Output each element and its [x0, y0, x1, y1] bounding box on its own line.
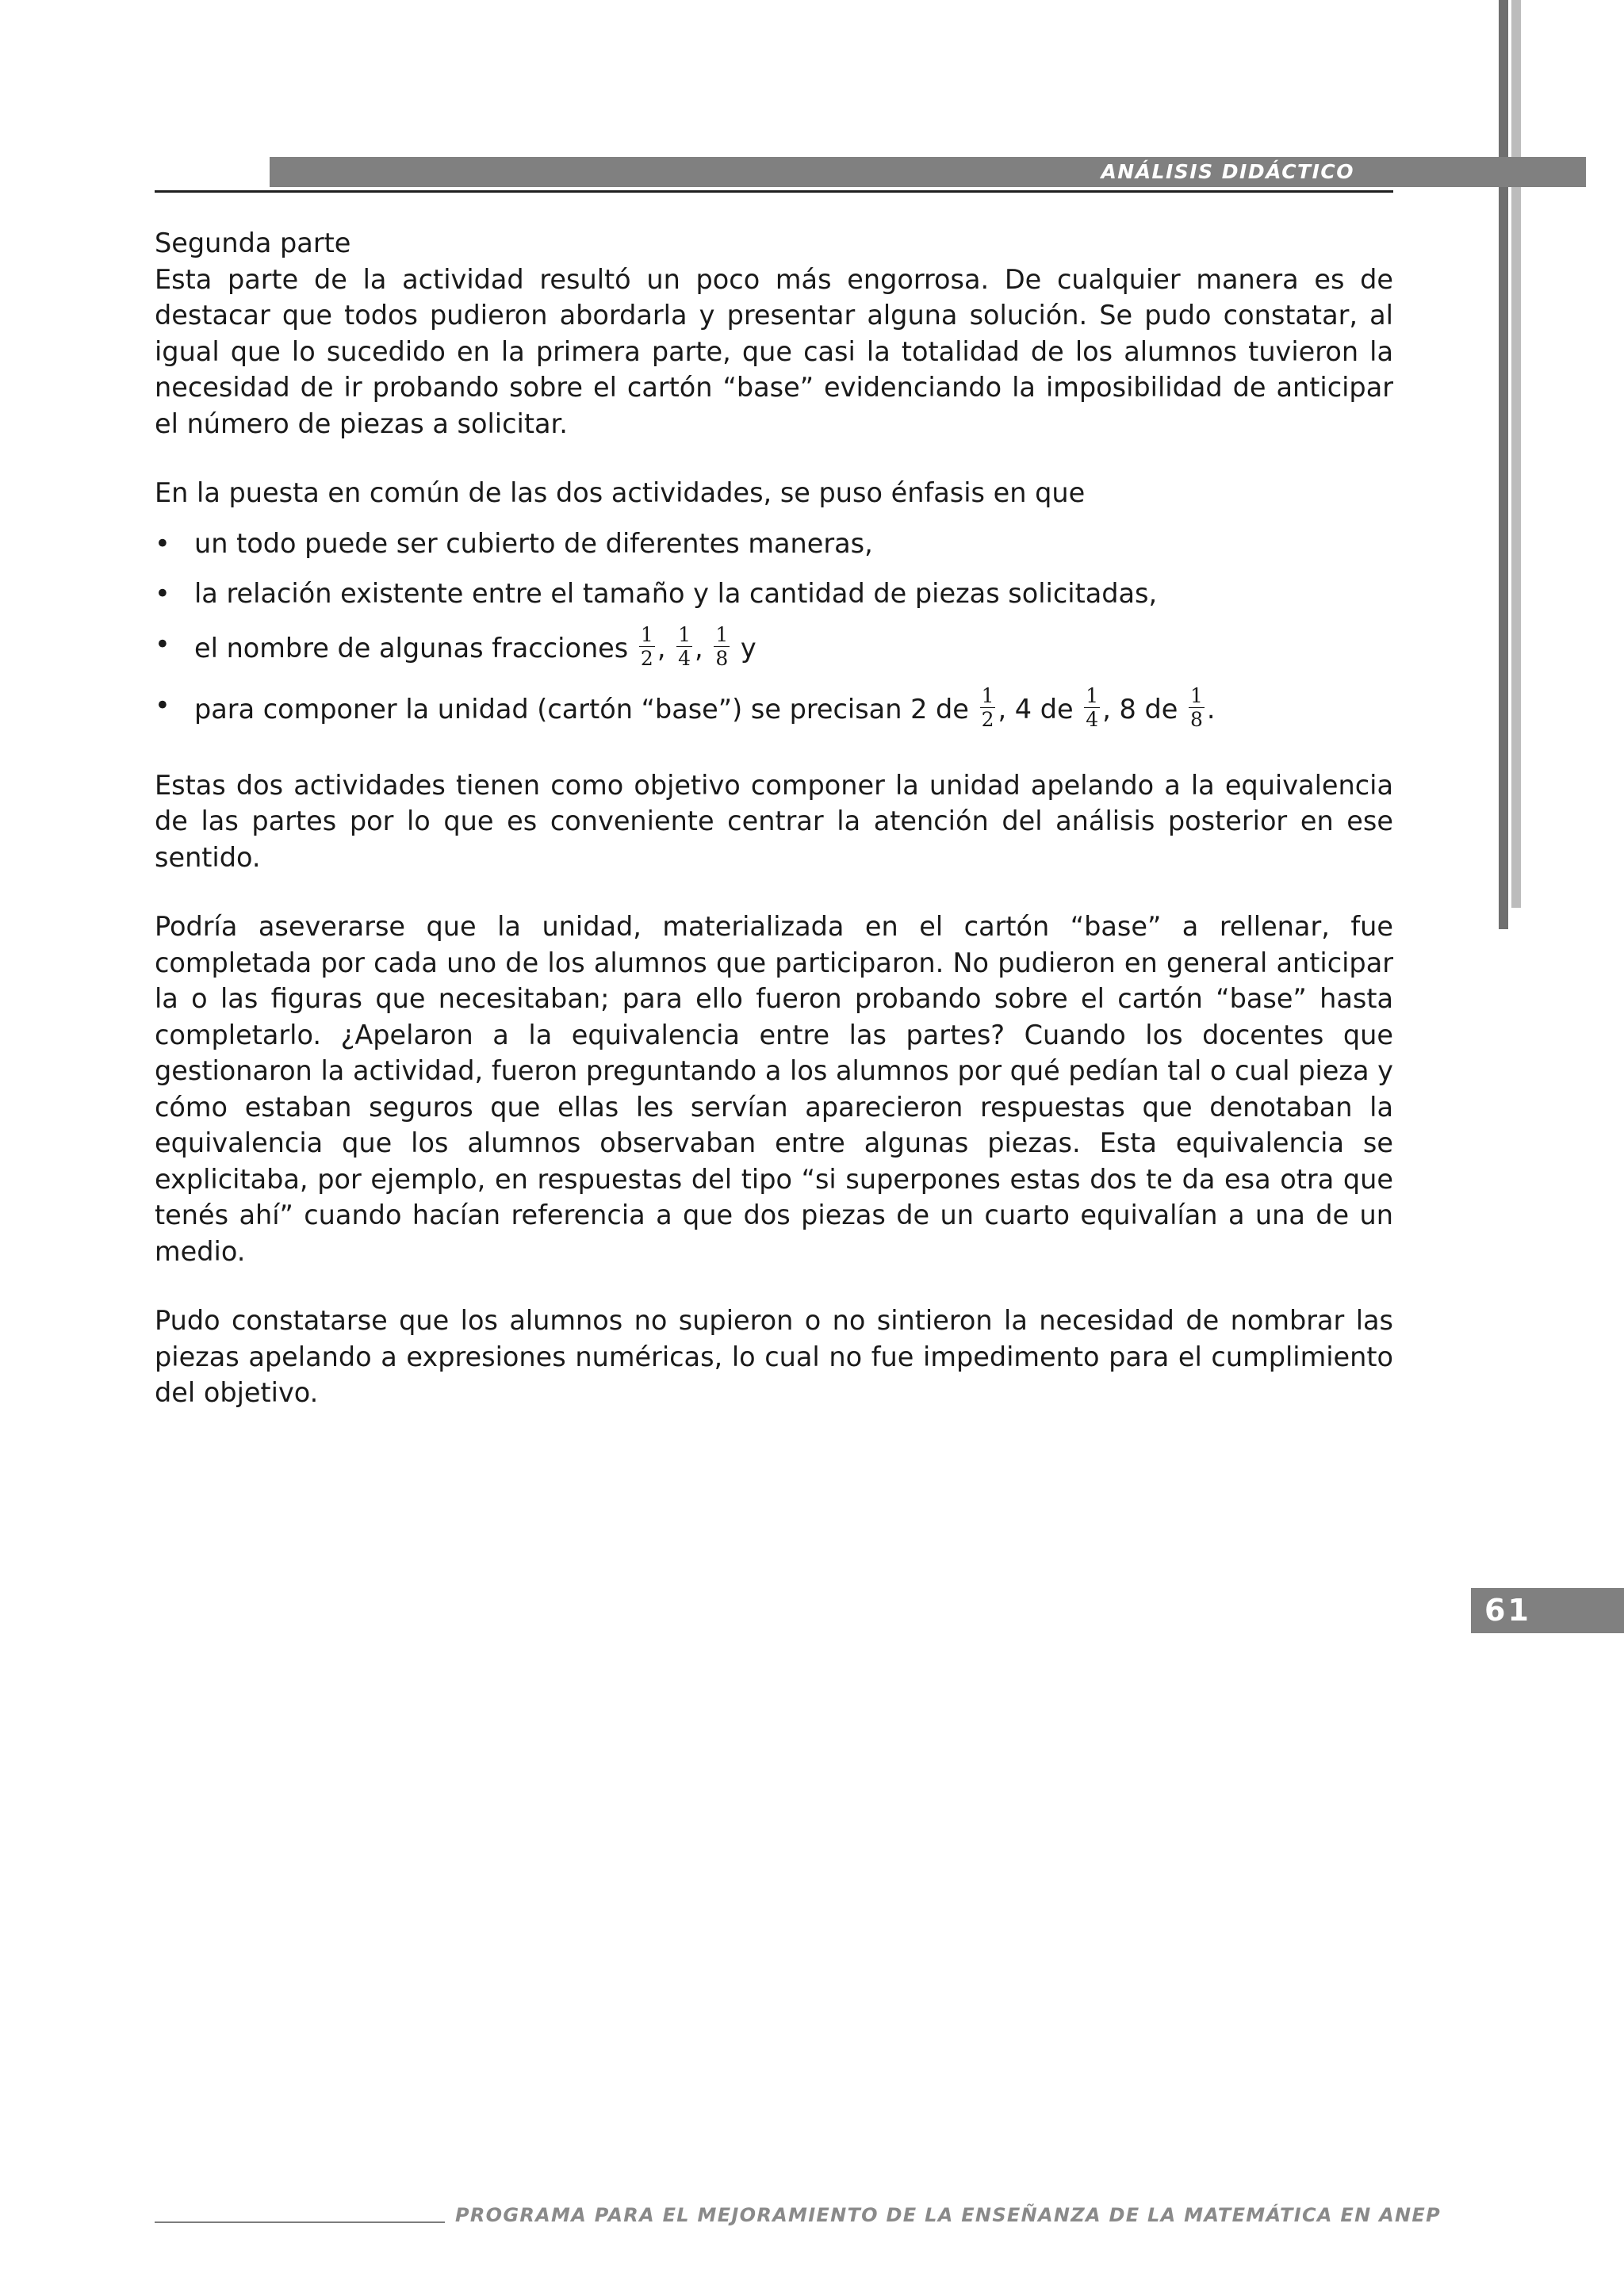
bullet-list: [155, 526, 1393, 734]
fraction-numerator: 1: [678, 622, 691, 646]
bullet-item-3: [155, 622, 1393, 673]
bullet-icon: •: [155, 578, 170, 609]
bullet-icon: •: [155, 527, 170, 559]
header-band: [270, 157, 1586, 187]
bullet-text: , 4 de: [998, 693, 1074, 725]
bullet-icon: •: [155, 628, 170, 660]
margin-bar-light: [1511, 0, 1521, 908]
bullet-text: un todo puede ser cubierto de diferentes maneras,: [194, 527, 873, 559]
section-title: ANÁLISIS DIDÁCTICO: [1101, 160, 1354, 183]
fraction-one-half: [980, 684, 996, 731]
bullet-text: la relación existente entre el tamaño y la cantidad de piezas solicitadas,: [194, 578, 1158, 609]
footer-text: PROGRAMA PARA EL MEJORAMIENTO DE LA ENSEÑANZA DE LA MATEMÁTICA EN ANEP: [455, 2204, 1441, 2226]
fraction-one-quarter: [676, 623, 692, 670]
bullet-item-2: [155, 576, 1393, 612]
fraction-denominator: 4: [678, 646, 691, 670]
fraction-separator: ,: [695, 632, 703, 664]
paragraph-4: Podría aseverarse que la unidad, materializada en el cartón “base” a rellenar, fue completada por cada uno de los alumnos que participaron. No pudieron en general anticipar la o las figuras que necesitaban; para ello fueron probando sobre el cartón “base” hasta completarlo. ¿Apelaron a la equivalencia entre las partes? Cuando los docentes que gestionaron la actividad, fueron preguntando a los alumnos por qué pedían tal o cual pieza y cómo estaban seguros que ellas les servían aparecieron respuestas que denotaban la equivalencia que los alumnos observaban entre algunas piezas. Esta equivalencia se explicitaba, por ejemplo, en respuestas del tipo “si superpones estas dos te da esa otra que tenés ahí” cuando hacían referencia a que dos piezas de un cuarto equivalían a una de un medio.: [155, 911, 1393, 1267]
page-number: 61: [1484, 1593, 1531, 1628]
section-heading: Segunda parte: [155, 228, 351, 258]
bullet-text: , 8 de: [1102, 693, 1178, 725]
fraction-separator: ,: [657, 632, 666, 664]
fraction-numerator: 1: [715, 622, 729, 646]
fraction-one-half: [639, 623, 655, 670]
fraction-denominator: 8: [715, 646, 729, 670]
paragraph-1: Esta parte de la actividad resultó un poco más engorrosa. De cualquier manera es de destacar que todos pudieron abordarla y presentar alguna solución. Se pudo constatar, al igual que lo sucedido en la primera parte, que casi la totalidad de los alumnos tuvieron la necesidad de ir probando sobre el cartón “base” evidenciando la imposibilidad de anticipar el número de piezas a solicitar.: [155, 263, 1393, 439]
fraction-numerator: 1: [640, 622, 653, 646]
page-number-tab: [1471, 1588, 1624, 1633]
page-content: [155, 225, 1393, 1411]
bullet-text-end: .: [1206, 693, 1216, 725]
bullet-text: el nombre de algunas fracciones: [194, 632, 629, 664]
fraction-denominator: 4: [1086, 707, 1099, 731]
header-rule: [155, 190, 1393, 193]
fraction-numerator: 1: [981, 683, 994, 707]
bullet-item-1: [155, 526, 1393, 562]
margin-bar-dark: [1499, 0, 1508, 929]
fraction-one-quarter: [1084, 684, 1100, 731]
fraction-one-eighth: [714, 623, 730, 670]
fraction-numerator: 1: [1086, 683, 1099, 707]
bullet-icon: •: [155, 689, 170, 721]
fraction-denominator: 2: [981, 707, 994, 731]
footer-rule: [155, 2221, 445, 2223]
paragraph-5: Pudo constatarse que los alumnos no supieron o no sintieron la necesidad de nombrar las piezas apelando a expresiones numéricas, lo cual no fue impedimento para el cumplimiento del objetivo.: [155, 1305, 1393, 1408]
bullet-item-4: [155, 683, 1393, 734]
fraction-numerator: 1: [1189, 683, 1203, 707]
paragraph-3: Estas dos actividades tienen como objetivo componer la unidad apelando a la equivalencia de las partes por lo que es conveniente centrar la atención del análisis posterior en ese sentido.: [155, 769, 1393, 873]
fraction-one-eighth: [1189, 684, 1205, 731]
fraction-denominator: 8: [1189, 707, 1203, 731]
fraction-denominator: 2: [640, 646, 653, 670]
paragraph-2-intro: En la puesta en común de las dos actividades, se puso énfasis en que: [155, 477, 1086, 508]
bullet-text-end: y: [740, 632, 756, 664]
bullet-text: para componer la unidad (cartón “base”) se precisan 2 de: [194, 693, 969, 725]
